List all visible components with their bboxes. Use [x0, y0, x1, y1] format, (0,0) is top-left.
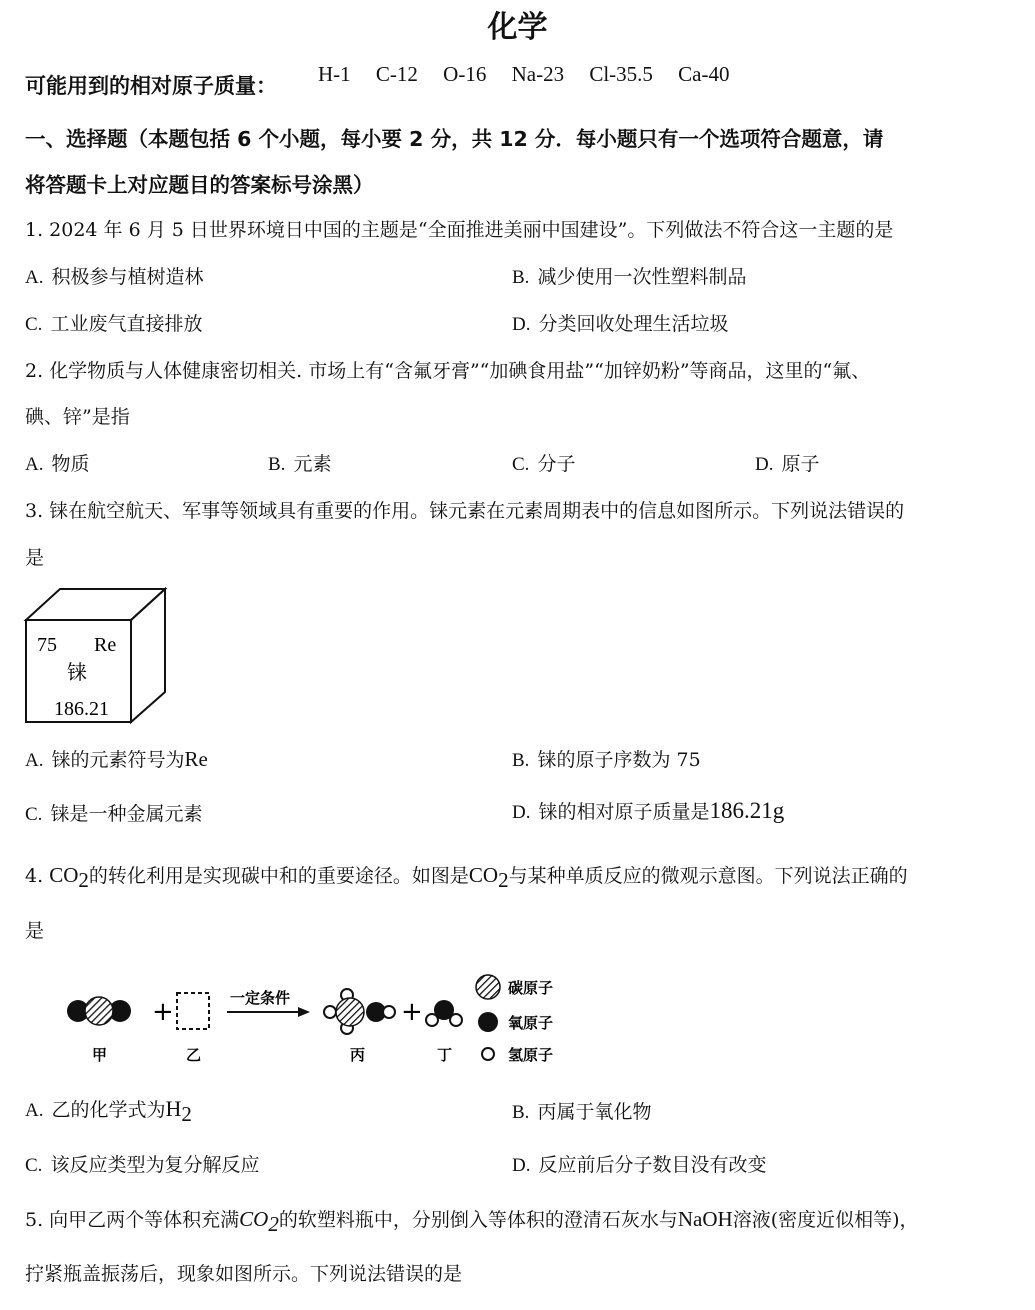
q1-option-b: B. 减少使用一次性塑料制品	[512, 266, 747, 288]
tile-side-face	[131, 589, 165, 722]
plus-sign-2: +	[401, 997, 423, 1027]
legend-oxygen-symbol	[478, 1012, 498, 1032]
q5-stem-line1: 5. 向甲乙两个等体积充满$CO_2$的软塑料瓶中，分别倒入等体积的澄清石灰水与NaOH溶液(密度近似相等)，	[25, 1207, 919, 1236]
legend-hydrogen-symbol	[482, 1048, 494, 1060]
page-title: 化学	[487, 10, 548, 45]
mass-ca: Ca-40	[678, 62, 730, 86]
molecule-yi-unknown-box	[177, 993, 209, 1029]
label-jia: 甲	[92, 1046, 108, 1064]
q2-option-a: A. 物质	[25, 453, 90, 475]
molecule-ding-h2o	[426, 1000, 462, 1026]
label-bing: 丙	[350, 1046, 366, 1064]
mass-h: H-1	[318, 62, 351, 86]
section-heading-line1: 一、选择题（本题包括 6 个小题，每小要 2 分，共 12 分．每小题只有一个选项符合题意，请	[25, 127, 884, 151]
mass-o: O-16	[443, 62, 487, 86]
legend-carbon: 碳原子	[508, 979, 554, 997]
q3-option-a: A. 铼的元素符号为Re	[25, 747, 208, 771]
element-tile-figure	[20, 585, 172, 727]
plus-sign-1: +	[152, 997, 174, 1027]
q1-option-d: D. 分类回收处理生活垃圾	[512, 313, 729, 335]
element-mass: 186.21	[54, 698, 109, 720]
q4-option-a: A. 乙的化学式为$H_2$	[25, 1096, 192, 1126]
q2-option-c: C. 分子	[512, 453, 576, 475]
q2-stem-line1: 2. 化学物质与人体健康密切相关. 市场上有“含氟牙膏”“加碘食用盐”“加锌奶粉”等商品，这里的“氟、	[25, 360, 871, 382]
q2-stem-line2: 碘、锌”是指	[25, 406, 130, 428]
q4-stem-line2: 是	[25, 920, 45, 942]
molecule-bing	[324, 989, 395, 1034]
q4-option-d: D. 反应前后分子数目没有改变	[512, 1154, 767, 1176]
q3-option-c: C. 铼是一种金属元素	[25, 803, 203, 825]
q3-stem-line2: 是	[25, 547, 45, 569]
mass-na: Na-23	[511, 62, 565, 86]
q5-stem-line2: 拧紧瓶盖振荡后，现象如图所示。下列说法错误的是	[25, 1263, 463, 1285]
tile-top-face	[26, 589, 165, 620]
atomic-mass-list	[318, 62, 750, 87]
q2-option-d: D. 原子	[755, 453, 820, 475]
atomic-mass-label: 可能用到的相对原子质量：	[25, 74, 277, 98]
q3-option-b: B. 铼的原子序数为 75	[512, 749, 701, 771]
q1-option-c: C. 工业废气直接排放	[25, 313, 203, 335]
element-name: 铼	[67, 660, 87, 684]
label-yi: 乙	[186, 1046, 202, 1064]
q4-option-b: B. 丙属于氧化物	[512, 1101, 652, 1123]
q3-stem-line1: 3. 铼在航空航天、军事等领域具有重要的作用。铼元素在元素周期表中的信息如图所示。下列说法错误的	[25, 500, 905, 522]
legend-carbon-symbol	[476, 975, 500, 999]
label-ding: 丁	[437, 1046, 453, 1064]
q3-option-d: D. 铼的相对原子质量是186.21g	[512, 798, 785, 823]
q1-option-a: A. 积极参与植树造林	[25, 266, 204, 288]
mass-cl: Cl-35.5	[589, 62, 653, 86]
q1-stem: 1. 2024 年 6 月 5 日世界环境日中国的主题是“全面推进美丽中国建设”。下列做法不符合这一主题的是	[25, 219, 894, 241]
element-symbol: Re	[94, 634, 117, 656]
q2-option-b: B. 元素	[268, 453, 332, 475]
legend-oxygen: 氧原子	[508, 1014, 554, 1032]
mass-c: C-12	[375, 62, 418, 86]
reaction-arrowhead	[298, 1007, 310, 1017]
section-heading-line2: 将答题卡上对应题目的答案标号涂黑）	[25, 173, 374, 197]
reaction-diagram	[60, 968, 580, 1068]
reaction-condition: 一定条件	[230, 989, 291, 1007]
element-number: 75	[37, 634, 57, 656]
q4-stem-line1: 4. $CO_2$的转化利用是实现碳中和的重要途径。如图是$CO_2$与某种单质反应的微观示意图。下列说法正确的	[25, 863, 908, 892]
q4-option-c: C. 该反应类型为复分解反应	[25, 1154, 260, 1176]
legend-hydrogen: 氢原子	[508, 1046, 554, 1064]
molecule-jia-co2	[67, 997, 131, 1025]
